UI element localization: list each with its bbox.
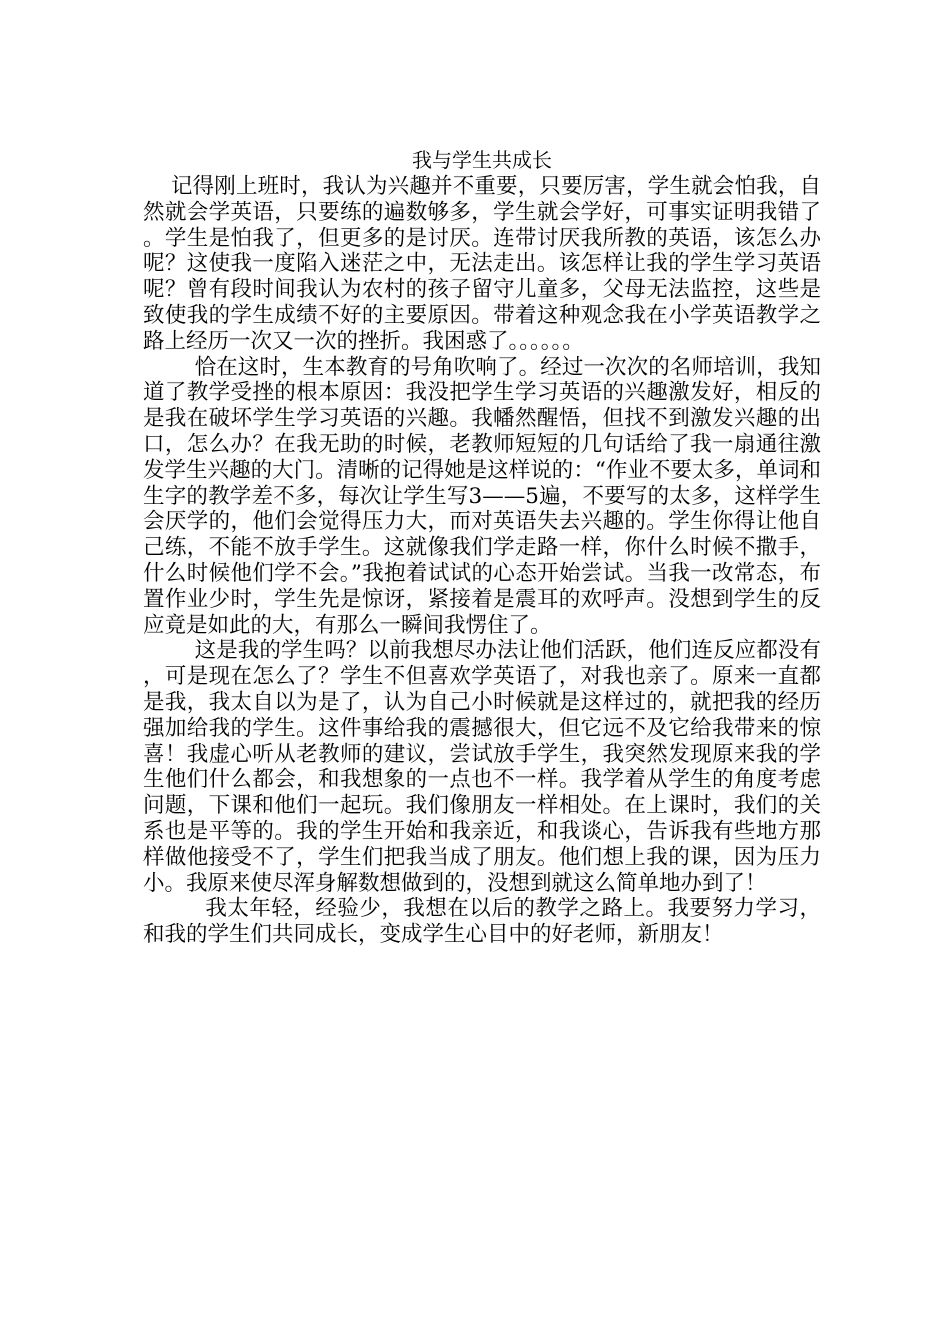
document-title: 我与学生共成长 [412,148,552,172]
paragraph-3: 这是我的学生吗？以前我想尽办法让他们活跃，他们连反应都没有，可是现在怎么了？学生不但喜欢学英语了，对我也亲了。原来一直都是我，我太自以为是了，认为自己小时候就是这样过的，就把我的经历强加给我的学生。这件事给我的震撼很大，但它远不及它给我带来的惊喜！我虚心听从老教师的建议，尝试放手学生，我突然发现原来我的学生他们什么都会，和我想象的一点也不一样。我学着从学生的角度考虑问题，下课和他们一起玩。我们像朋友一样相处。在上课时，我们的关系也是平等的。我的学生开始和我亲近，和我谈心，告诉我有些地方那样做他接受不了，学生们把我当成了朋友。他们想上我的课，因为压力小。我原来使尽浑身解数想做到的，没想到就这么简单地办到了！ [143,638,821,896]
paragraph-4: 我太年轻，经验少，我想在以后的教学之路上。我要努力学习，和我的学生们共同成长，变成学生心目中的好老师，新朋友！ [143,896,821,948]
document-page [143,146,821,948]
paragraph-1: 记得刚上班时，我认为兴趣并不重要，只要厉害，学生就会怕我，自然就会学英语，只要练的遍数够多，学生就会学好，可事实证明我错了。学生是怕我了，但更多的是讨厌。连带讨厌我所教的英语，该怎么办呢？这使我一度陷入迷茫之中，无法走出。该怎样让我的学生学习英语呢？曾有段时间我认为农村的孩子留守儿童多，父母无法监控，这些是致使我的学生成绩不好的主要原因。带着这种观念我在小学英语教学之路上经历一次又一次的挫折。我困惑了。。。。。。 [143,174,821,354]
paragraph-2: 恰在这时，生本教育的号角吹响了。经过一次次的名师培训，我知道了教学受挫的根本原因：我没把学生学习英语的兴趣激发好，相反的是我在破坏学生学习英语的兴趣。我幡然醒悟，但找不到激发兴趣的出口，怎么办？在我无助的时候，老教师短短的几句话给了我一扇通往激发学生兴趣的大门。清晰的记得她是这样说的：“作业不要太多，单词和生字的教学差不多，每次让学生写3——5遍，不要写的太多，这样学生会厌学的，他们会觉得压力大，而对英语失去兴趣的。学生你得让他自己练，不能不放手学生。这就像我们学走路一样，你什么时候不撒手，什么时候他们学不会。”我抱着试试的心态开始尝试。当我一改常态，布置作业少时，学生先是惊讶，紧接着是震耳的欢呼声。没想到学生的反应竟是如此的大，有那么一瞬间我愣住了。 [143,354,821,638]
